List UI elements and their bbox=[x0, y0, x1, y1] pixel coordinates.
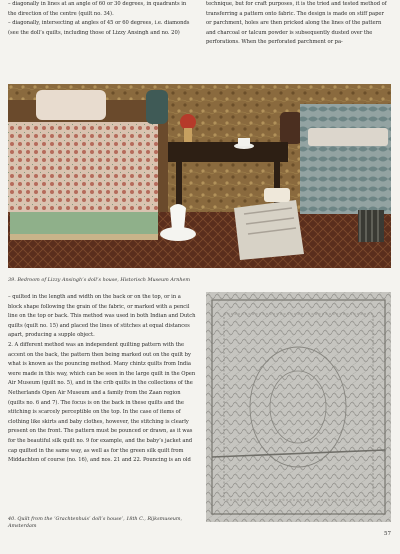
dollhouse-bedroom-photo bbox=[8, 84, 391, 268]
top-right-column bbox=[206, 0, 391, 48]
page-number: 57 bbox=[384, 531, 391, 537]
lower-left-column bbox=[8, 293, 196, 466]
top-left-column bbox=[8, 0, 196, 38]
quilt-photo bbox=[206, 292, 391, 522]
figure-caption: 40. Quilt from the ‘Grachtenhuis’ doll’s house’, 18th C., Rijksmuseum, Amsterdam bbox=[8, 516, 183, 529]
paragraph: – quilted in the length and width on the back or on the top, or in a block shape following the grain of the fabric, or marked with a pencil line on the top or back. This method was used in both Indian and Dutch quilts (quilt no. 15) and placed the lines of stitches at equal distances apart, producing a supple object. 2. A different method was an independent quilting pattern with the accent on the back, the pattern then being marked out on the quilt by what is known as the pouncing method. Many chintz quilts from India were made in this way, which can be seen in the large quilt in the Open Air Museum (quilt no. 5), and in the crib quilts in the collections of the Netherlands Open Air Museum and a family from the Zaan region (quilts no. 6 and 7). The focus is on the back in these quilts and the stitching is scarcely perceptible on the top. In the case of items of clothing like skirts and baby clothes, however, the stitching is clearly present on the front. The pattern must be pounced or drawn, as it was for the beautiful silk quilt no. 9 for example, and the baby’s jacket and cap quilted in the same way, as well as for the green silk quilt from Middachten of course (no. 16), and nos. 21 and 22. Pouncing is an old bbox=[8, 294, 196, 464]
paragraph: technique, but for craft purposes, it is the tried and tested method of transferring a pattern onto fabric. The design is made on stiff paper or parchment, holes are then pricked along the lines of the pattern and charcoal or talcum powder is subsequently dusted over the perforations. When the perforated parchment or pa- bbox=[206, 1, 387, 46]
figure-caption: 39. Bedroom of Lizzy Ansingh’s doll’s house, Historisch Museum Arnhem bbox=[8, 277, 191, 283]
paragraph: – diagonally in lines at an angle of 60 or 30 degrees, in quadrants in the direction of the centre (quilt no. 34). – diagonally, intersecting at angles of 45 or 60 degrees, i.e. diamonds (see the doll’s quilts, including those of Lizzy Ansingh and no. 20) bbox=[8, 1, 190, 36]
